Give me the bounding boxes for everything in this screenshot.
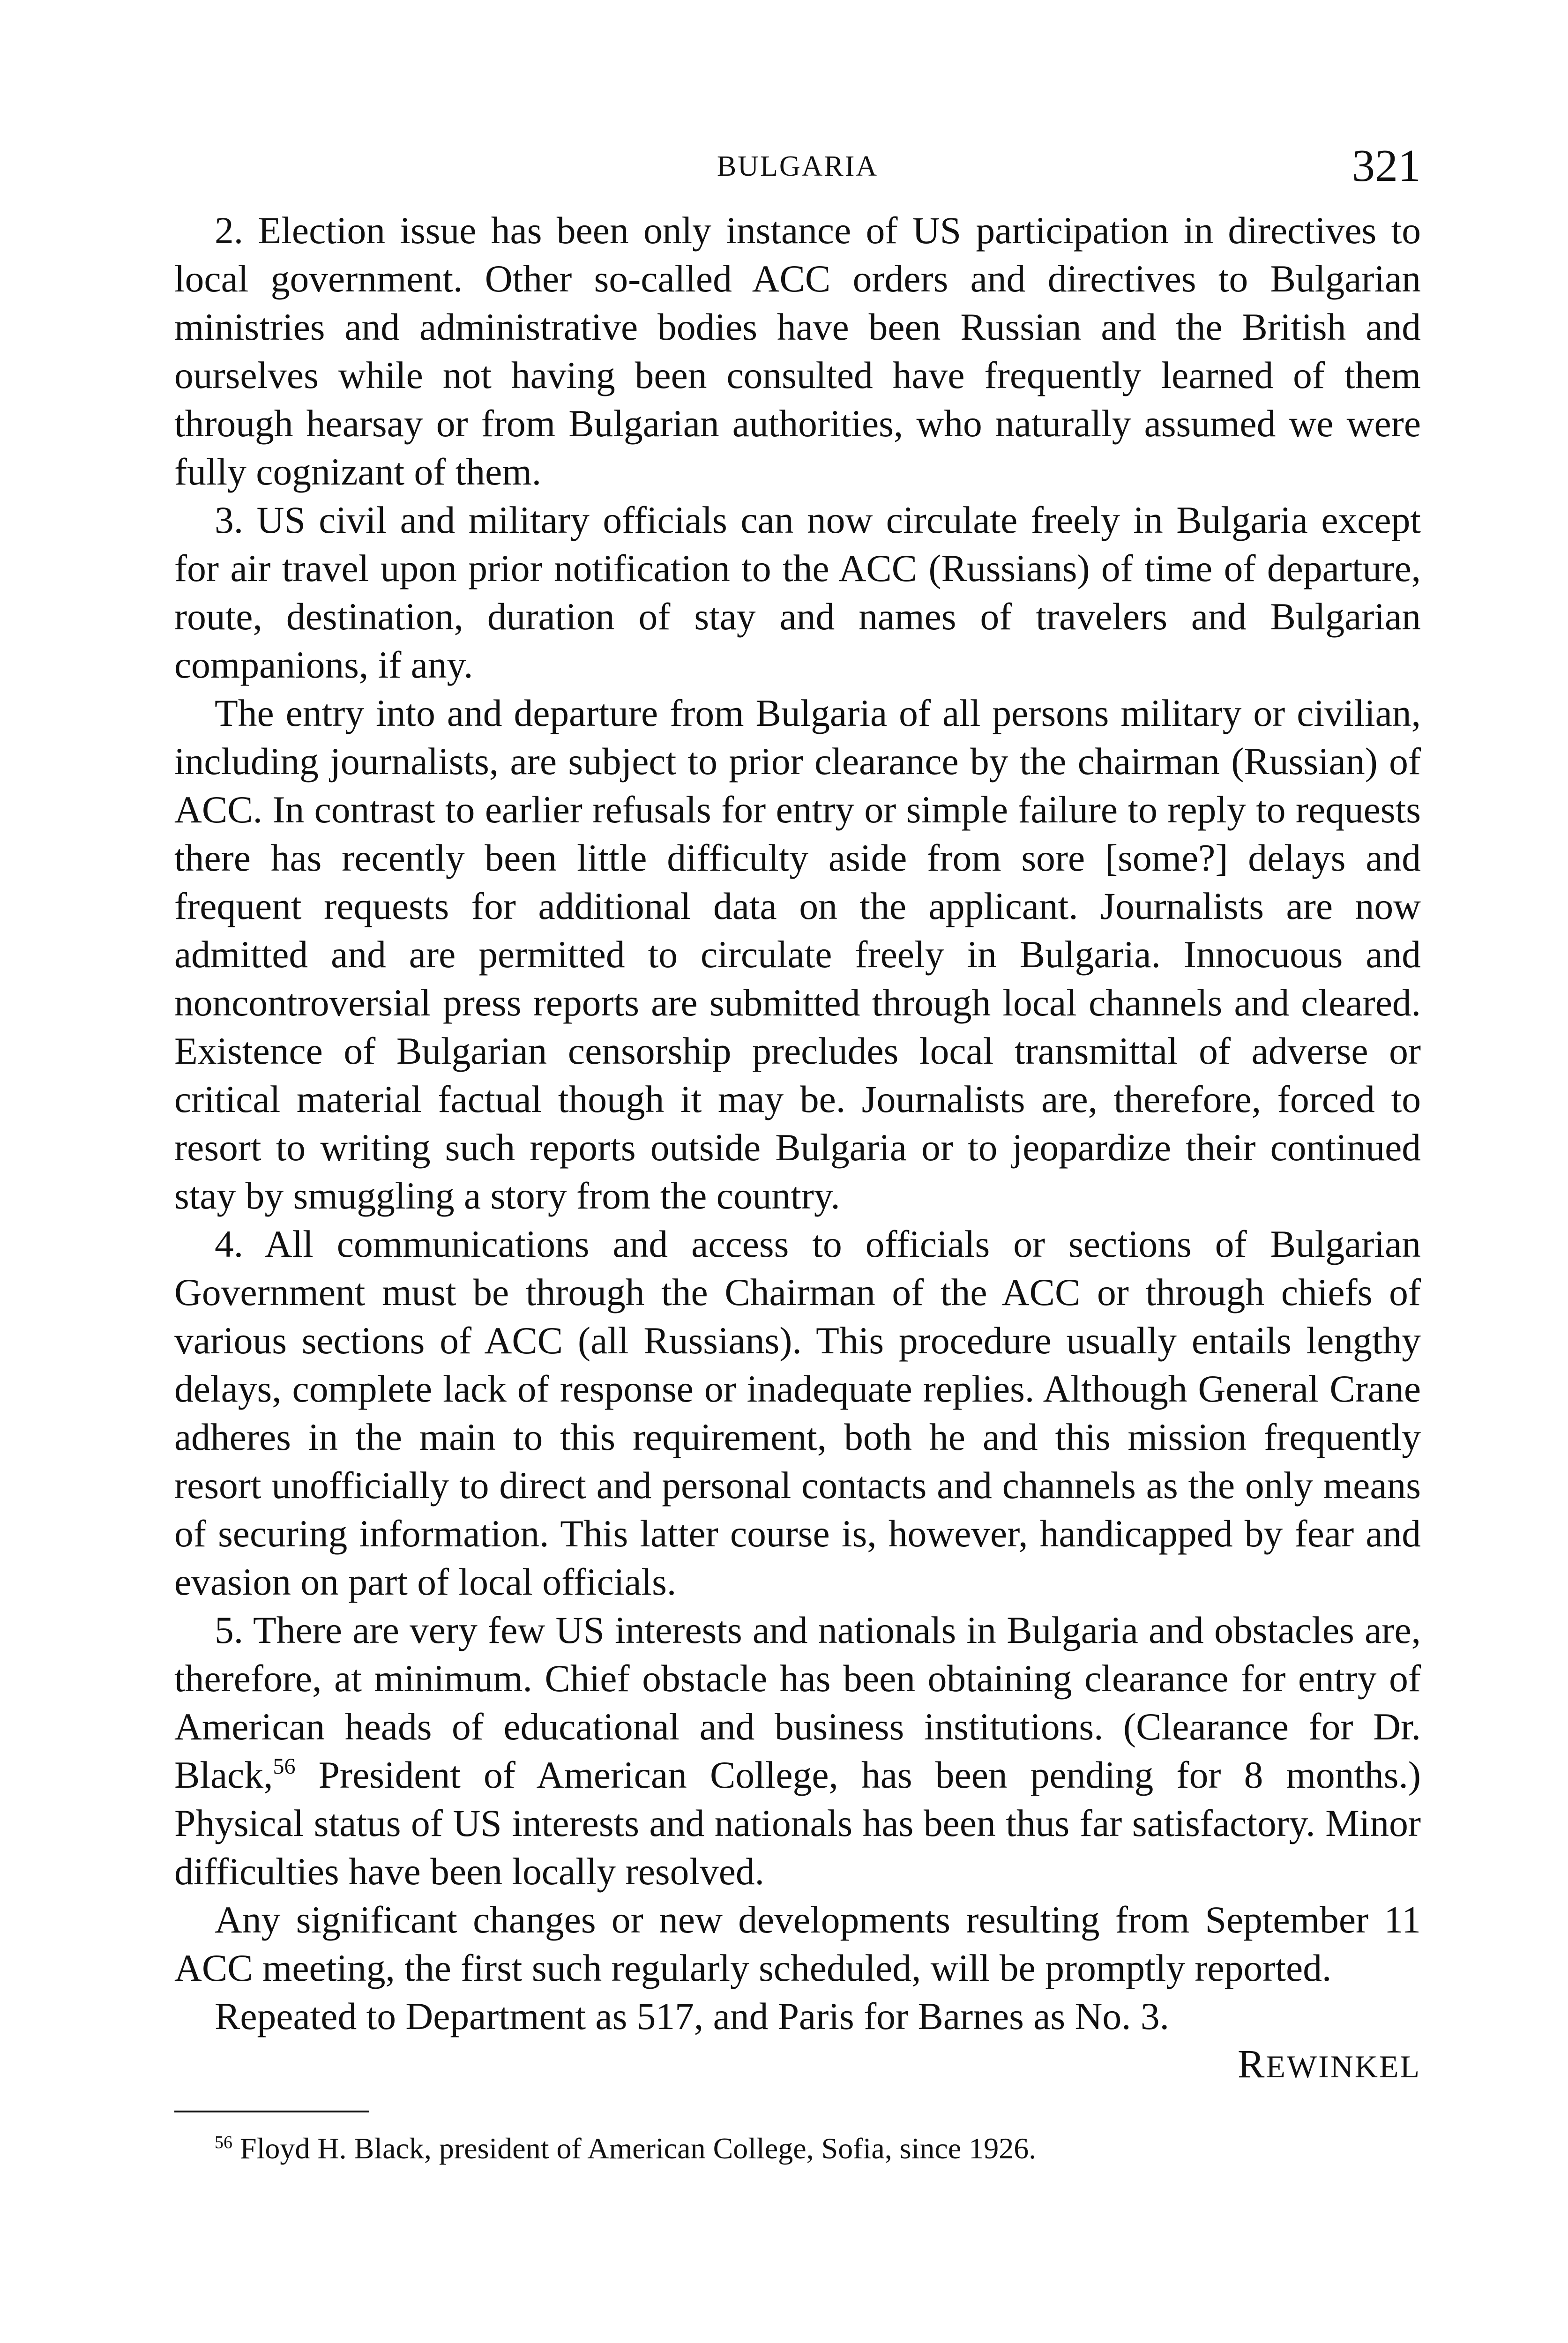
body-text xyxy=(174,206,1421,2040)
footnote-number: 56 xyxy=(215,2133,232,2152)
signature-rest: EWINKEL xyxy=(1266,2049,1421,2084)
page-number: 321 xyxy=(1352,141,1421,191)
footnote-rule xyxy=(174,2111,369,2112)
running-title: BULGARIA xyxy=(717,150,879,182)
paragraph-5 xyxy=(174,1606,1421,1895)
paragraph-2: 2. Election issue has been only instance of US participation in directives to local government. Other so-called ACC orders and directives to Bulgarian ministries and administrative bodies have been Russian and the British and ourselves while not having been consulted have frequently learned of them through hearsay or from Bulgarian authorities, who naturally assumed we were fully cognizant of them. xyxy=(174,209,1421,493)
footnote-text: Floyd H. Black, president of American College, Sofia, since 1926. xyxy=(232,2132,1037,2165)
paragraph-5-text-end: President of American College, has been pending for 8 months.) Physical status of US interests and nationals has been thus far satisfactory. Minor difficulties have been locally resolved. xyxy=(174,1754,1421,1893)
signature xyxy=(174,2040,1421,2090)
paragraph-entry-departure: The entry into and departure from Bulgaria of all persons military or civilian, including journalists, are subject to prior clearance by the chairman (Russian) of ACC. In contrast to earlier refusals for entry or simple failure to reply to requests there has recently been little difficulty aside from sore [some?] delays and frequent requests for additional data on the applicant. Journalists are now admitted and are permitted to circulate freely in Bulgaria. Innocuous and noncontroversial press reports are submitted through local channels and cleared. Existence of Bulgarian censorship precludes local transmittal of adverse or critical material factual though it may be. Journalists are, therefore, forced to resort to writing such reports outside Bulgaria or to jeopardize their continued stay by smuggling a story from the country. xyxy=(174,692,1421,1217)
paragraph-repeated: Repeated to Department as 517, and Paris for Barnes as No. 3. xyxy=(215,1995,1169,2037)
paragraph-4: 4. All communications and access to officials or sections of Bulgarian Government must be through the Chairman of the ACC or through chiefs of various sections of ACC (all Russians). This procedure usually entails lengthy delays, complete lack of response or inadequate replies. Although General Crane adheres in the main to this requirement, both he and this mission frequently resort unofficially to direct and personal contacts and channels as the only means of securing information. This latter course is, however, handicapped by fear and evasion on part of local officials. xyxy=(174,1223,1421,1603)
paragraph-developments: Any significant changes or new developments resulting from September 11 ACC meeting, the first such regularly scheduled, will be promptly reported. xyxy=(174,1898,1421,1989)
footnote-reference[interactable]: 56 xyxy=(273,1754,296,1779)
running-header xyxy=(174,131,1421,206)
paragraph-5-text-start: 5. There are very few US interests and nationals in Bulgaria and obstacles are, therefore, at minimum. Chief obstacle has been obtaining clearance for entry of American heads of educational and business institutions. (Clearance for Dr. Black, xyxy=(174,1609,1421,1796)
footnote xyxy=(174,2127,1421,2170)
document-page xyxy=(174,131,1421,2170)
paragraph-3: 3. US civil and military officials can now circulate freely in Bulgaria except for air travel upon prior notification to the ACC (Russians) of time of departure, route, destination, duration of stay and names of travelers and Bulgarian companions, if any. xyxy=(174,499,1421,686)
signature-initial: R xyxy=(1237,2041,1266,2086)
